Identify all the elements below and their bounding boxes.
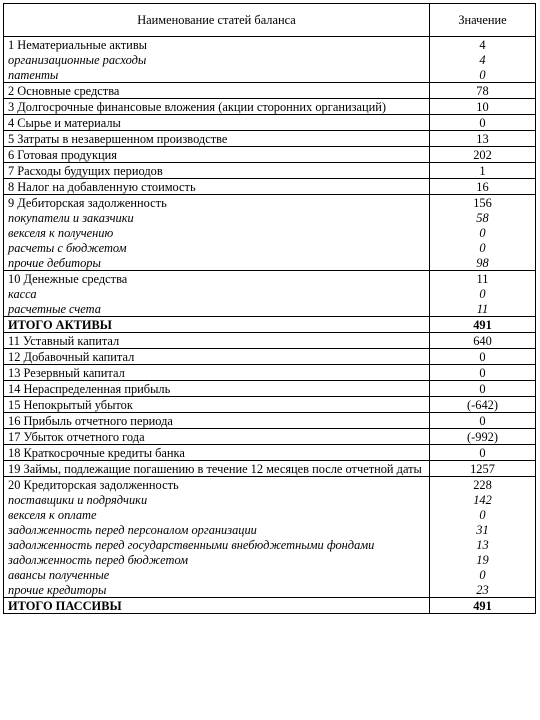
- table-row: [4, 99, 536, 115]
- balance-item-name: ИТОГО ПАССИВЫ: [4, 598, 430, 614]
- table-row: [4, 52, 536, 67]
- balance-item-value: 11: [430, 271, 536, 287]
- table-row: [4, 429, 536, 445]
- balance-item-value: 13: [430, 537, 536, 552]
- balance-item-name: ИТОГО АКТИВЫ: [4, 317, 430, 333]
- balance-item-name: организационные расходы: [4, 52, 430, 67]
- balance-item-value: 228: [430, 477, 536, 493]
- balance-item-name: 12 Добавочный капитал: [4, 349, 430, 365]
- balance-item-value: 98: [430, 255, 536, 271]
- table-row: [4, 537, 536, 552]
- balance-item-value: 13: [430, 131, 536, 147]
- table-row: [4, 445, 536, 461]
- balance-item-name: расчетные счета: [4, 301, 430, 317]
- balance-item-name: 8 Налог на добавленную стоимость: [4, 179, 430, 195]
- table-row: [4, 365, 536, 381]
- column-header-name: Наименование статей баланса: [4, 4, 430, 37]
- table-row: [4, 381, 536, 397]
- balance-item-value: 156: [430, 195, 536, 211]
- balance-item-value: 16: [430, 179, 536, 195]
- balance-sheet: [3, 3, 535, 614]
- table-row: [4, 567, 536, 582]
- balance-item-name: поставщики и подрядчики: [4, 492, 430, 507]
- balance-item-value: 202: [430, 147, 536, 163]
- column-header-value: Значение: [430, 4, 536, 37]
- table-row: [4, 286, 536, 301]
- table-row: [4, 598, 536, 614]
- balance-item-value: 0: [430, 567, 536, 582]
- balance-item-name: 14 Нераспределенная прибыль: [4, 381, 430, 397]
- table-row: [4, 83, 536, 99]
- table-row: [4, 301, 536, 317]
- balance-item-name: 7 Расходы будущих периодов: [4, 163, 430, 179]
- table-row: [4, 225, 536, 240]
- table-row: [4, 240, 536, 255]
- balance-table: [3, 3, 536, 614]
- balance-item-name: векселя к оплате: [4, 507, 430, 522]
- balance-item-value: 11: [430, 301, 536, 317]
- table-row: [4, 492, 536, 507]
- balance-item-value: 4: [430, 52, 536, 67]
- table-row: [4, 461, 536, 477]
- balance-item-value: 0: [430, 413, 536, 429]
- table-row: [4, 333, 536, 349]
- balance-item-name: 19 Займы, подлежащие погашению в течение 12 месяцев после отчетной даты: [4, 461, 430, 477]
- table-row: [4, 552, 536, 567]
- table-row: [4, 67, 536, 83]
- balance-item-value: 4: [430, 37, 536, 53]
- balance-item-value: 10: [430, 99, 536, 115]
- balance-item-value: 58: [430, 210, 536, 225]
- balance-item-name: 6 Готовая продукция: [4, 147, 430, 163]
- balance-item-name: покупатели и заказчики: [4, 210, 430, 225]
- balance-item-value: 0: [430, 225, 536, 240]
- balance-item-value: (-992): [430, 429, 536, 445]
- table-row: [4, 115, 536, 131]
- table-row: [4, 131, 536, 147]
- balance-item-name: прочие кредиторы: [4, 582, 430, 598]
- balance-item-value: 491: [430, 317, 536, 333]
- balance-item-value: 0: [430, 67, 536, 83]
- balance-item-name: 4 Сырье и материалы: [4, 115, 430, 131]
- balance-item-value: 640: [430, 333, 536, 349]
- balance-item-value: 0: [430, 240, 536, 255]
- table-header-row: [4, 4, 536, 37]
- balance-item-value: 491: [430, 598, 536, 614]
- table-row: [4, 522, 536, 537]
- balance-item-value: 0: [430, 381, 536, 397]
- balance-item-name: 16 Прибыль отчетного периода: [4, 413, 430, 429]
- balance-item-name: 2 Основные средства: [4, 83, 430, 99]
- table-row: [4, 349, 536, 365]
- balance-item-value: 0: [430, 445, 536, 461]
- table-row: [4, 210, 536, 225]
- table-row: [4, 317, 536, 333]
- balance-item-name: расчеты с бюджетом: [4, 240, 430, 255]
- balance-item-value: 23: [430, 582, 536, 598]
- balance-item-name: задолженность перед бюджетом: [4, 552, 430, 567]
- table-row: [4, 255, 536, 271]
- balance-item-name: 3 Долгосрочные финансовые вложения (акции сторонних организаций): [4, 99, 430, 115]
- table-row: [4, 271, 536, 287]
- balance-item-name: векселя к получению: [4, 225, 430, 240]
- table-row: [4, 179, 536, 195]
- balance-item-value: 142: [430, 492, 536, 507]
- balance-item-name: 17 Убыток отчетного года: [4, 429, 430, 445]
- balance-item-name: 11 Уставный капитал: [4, 333, 430, 349]
- balance-item-name: 9 Дебиторская задолженность: [4, 195, 430, 211]
- table-row: [4, 163, 536, 179]
- balance-item-name: 15 Непокрытый убыток: [4, 397, 430, 413]
- balance-item-name: 5 Затраты в незавершенном производстве: [4, 131, 430, 147]
- table-row: [4, 477, 536, 493]
- balance-item-name: 18 Краткосрочные кредиты банка: [4, 445, 430, 461]
- balance-item-value: 0: [430, 365, 536, 381]
- balance-item-name: авансы полученные: [4, 567, 430, 582]
- table-row: [4, 147, 536, 163]
- balance-item-value: 31: [430, 522, 536, 537]
- balance-item-name: касса: [4, 286, 430, 301]
- table-row: [4, 582, 536, 598]
- table-row: [4, 397, 536, 413]
- table-row: [4, 507, 536, 522]
- balance-item-name: 1 Нематериальные активы: [4, 37, 430, 53]
- balance-item-name: прочие дебиторы: [4, 255, 430, 271]
- balance-item-name: задолженность перед государственными внебюджетными фондами: [4, 537, 430, 552]
- balance-item-value: (-642): [430, 397, 536, 413]
- balance-item-value: 19: [430, 552, 536, 567]
- balance-item-name: патенты: [4, 67, 430, 83]
- balance-item-value: 0: [430, 349, 536, 365]
- balance-item-name: 20 Кредиторская задолженность: [4, 477, 430, 493]
- balance-item-value: 1: [430, 163, 536, 179]
- balance-item-value: 78: [430, 83, 536, 99]
- table-row: [4, 195, 536, 211]
- balance-item-name: 13 Резервный капитал: [4, 365, 430, 381]
- balance-item-value: 0: [430, 507, 536, 522]
- table-body: [4, 37, 536, 614]
- table-row: [4, 37, 536, 53]
- balance-item-name: 10 Денежные средства: [4, 271, 430, 287]
- balance-item-value: 1257: [430, 461, 536, 477]
- balance-item-name: задолженность перед персоналом организации: [4, 522, 430, 537]
- table-row: [4, 413, 536, 429]
- balance-item-value: 0: [430, 286, 536, 301]
- balance-item-value: 0: [430, 115, 536, 131]
